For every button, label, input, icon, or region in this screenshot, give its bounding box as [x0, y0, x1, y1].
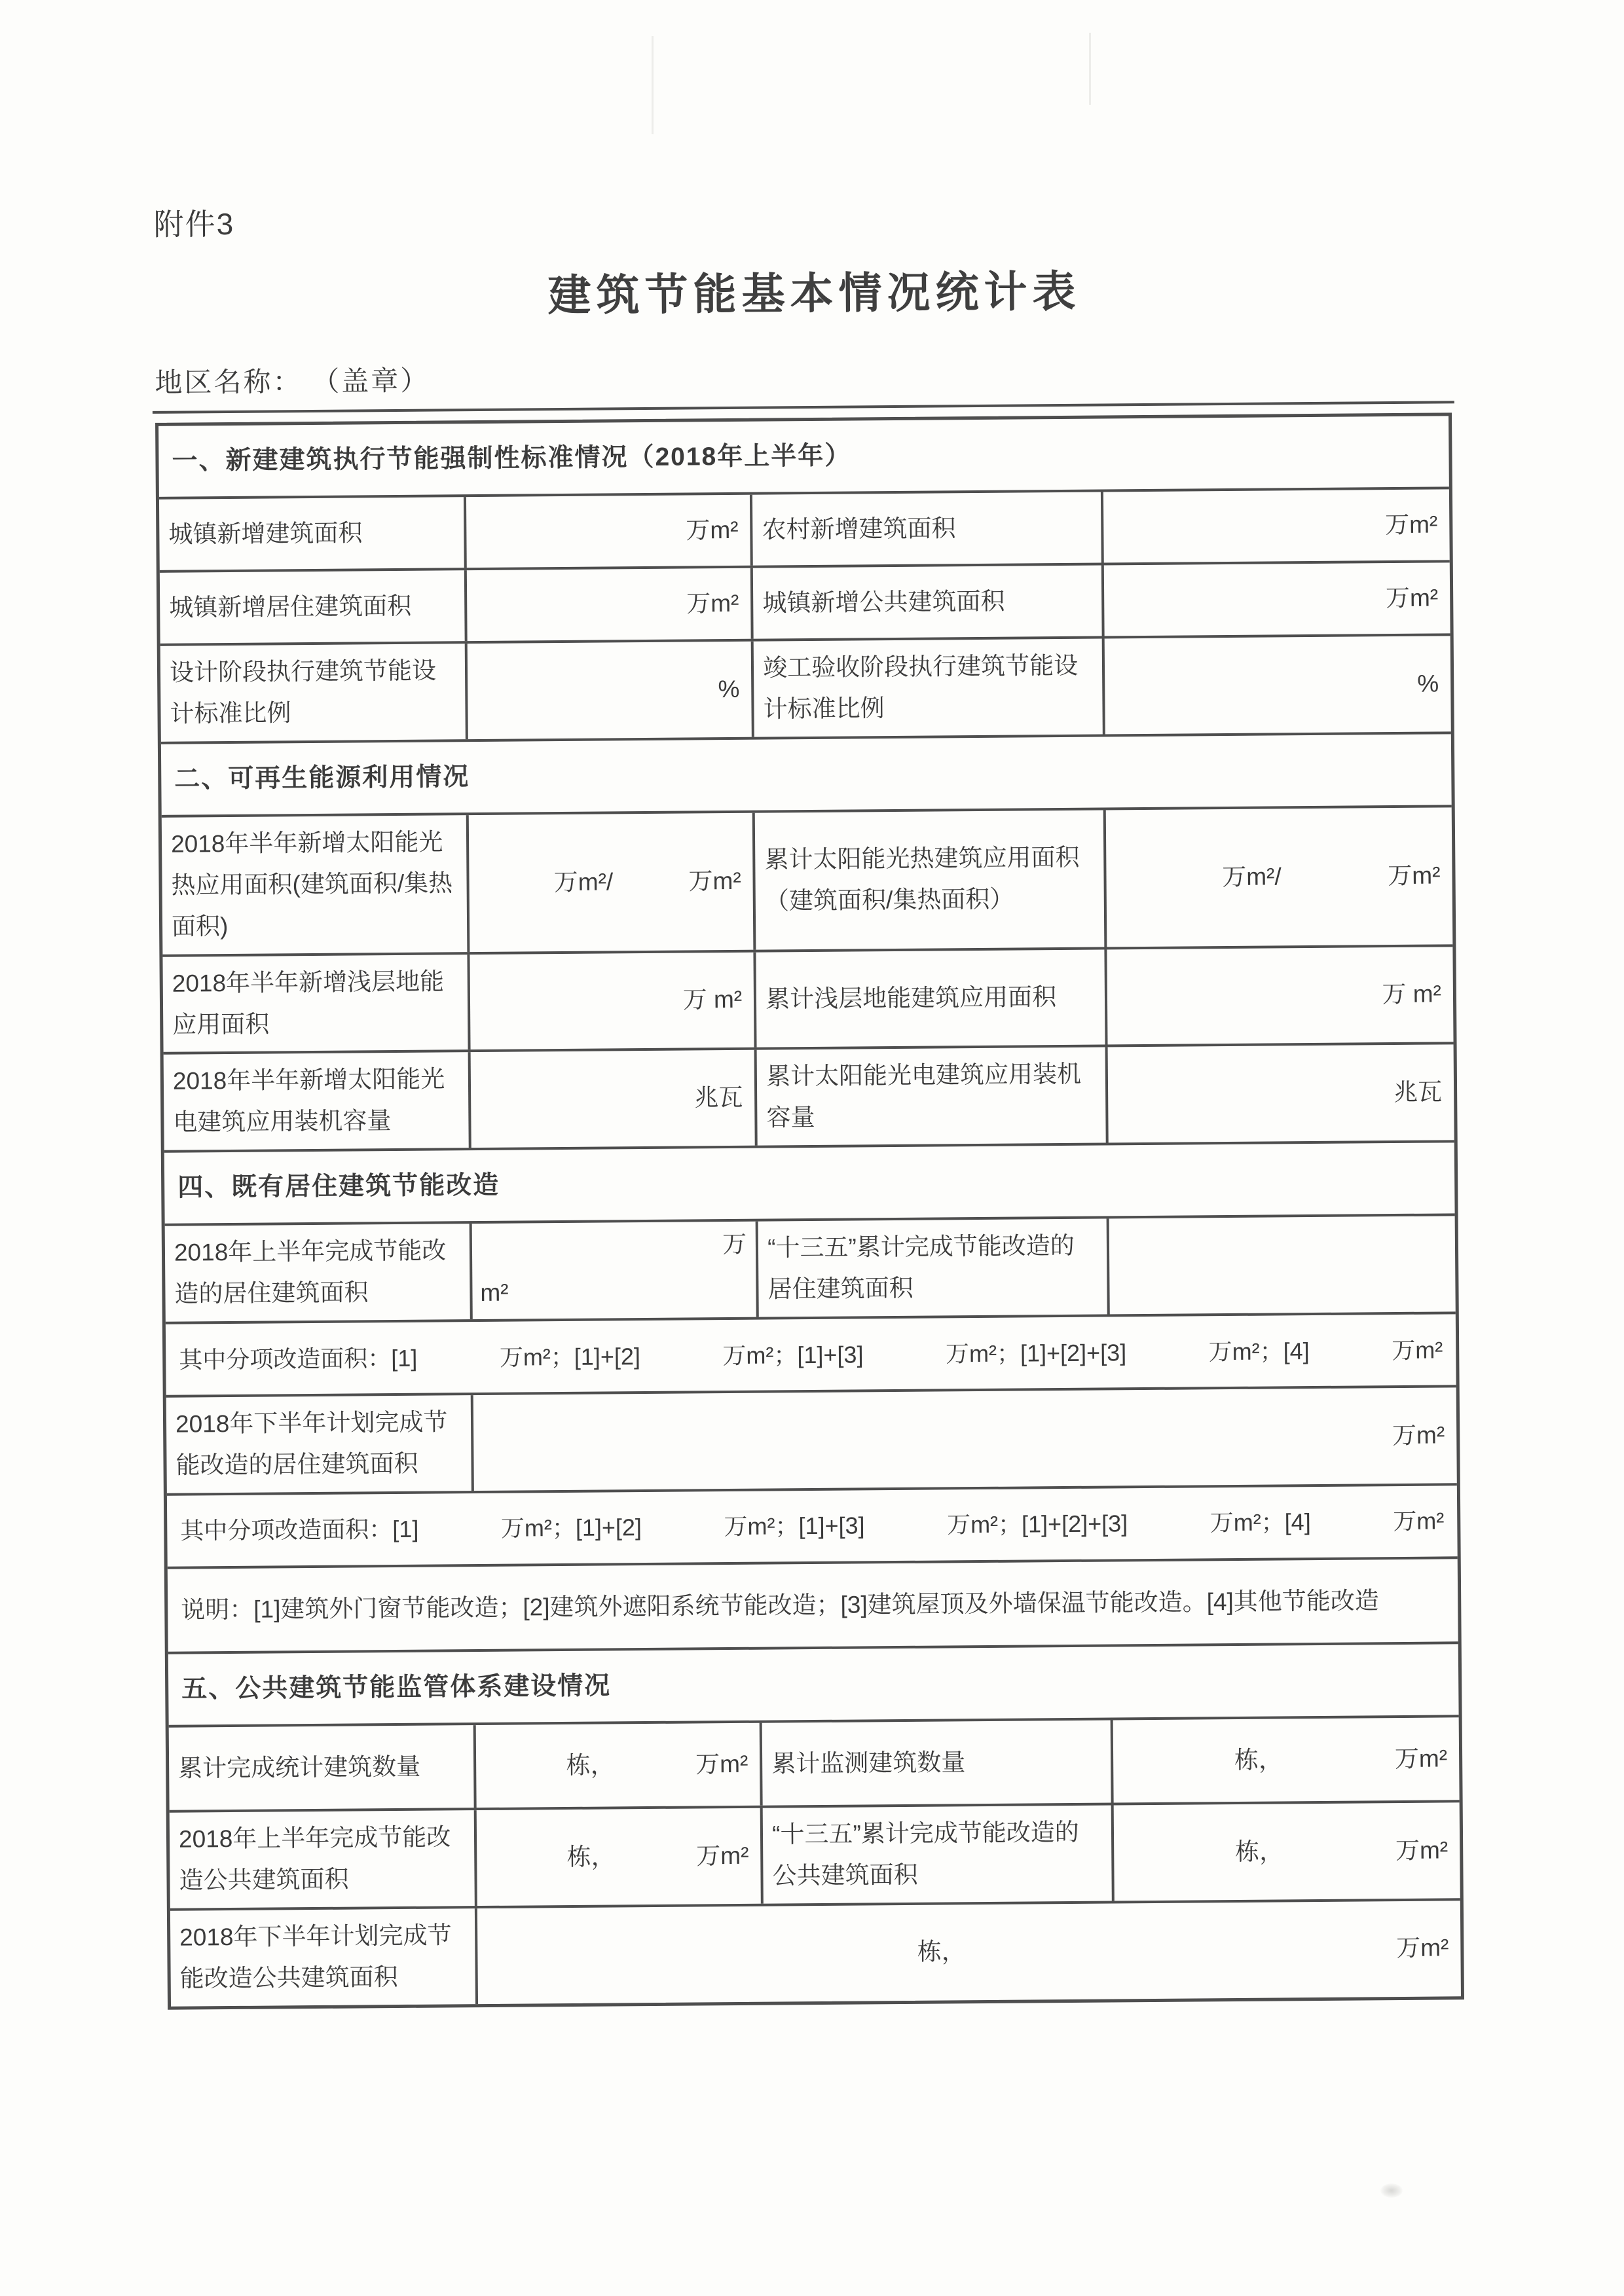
subitem-segment: 万m²；[1]+[2]+[3] [946, 1510, 1128, 1539]
subitem-breakdown-row [167, 1485, 1458, 1566]
subitem-segment: 万m²；[4] [1209, 1508, 1311, 1537]
value-cell [1104, 562, 1450, 636]
row-label [170, 1810, 477, 1908]
row-label [162, 815, 470, 954]
row-label-text: 累计浅层地能建筑应用面积 [766, 983, 1057, 1013]
unit-label: 万 m² [682, 985, 743, 1013]
region-name-label: 地区名称： （盖章） [155, 365, 430, 398]
table-row [164, 1045, 1454, 1153]
page-title: 建筑节能基本情况统计表 [547, 268, 1081, 321]
unit-label: 栋， [1234, 1745, 1283, 1774]
subitem-segment: 万m² [1392, 1336, 1443, 1364]
row-label [755, 810, 1107, 949]
row-label [756, 949, 1108, 1048]
unit-label: 万m² [1395, 1836, 1449, 1864]
value-cell [1113, 1717, 1460, 1802]
row-label [162, 955, 470, 1052]
row-label-text: 设计阶段执行建筑节能设计标准比例 [169, 657, 437, 727]
section-header-2: 二、可再生能源利用情况 [161, 734, 1452, 817]
section-header-4: 四、既有居住建筑节能改造 [164, 1143, 1455, 1226]
row-label [164, 1053, 471, 1150]
row-label [169, 1725, 477, 1810]
value-cell [477, 1808, 764, 1906]
row-label [762, 1720, 1114, 1805]
table-row [170, 1901, 1461, 2006]
row-label-text: “十三五”累计完成节能改造的居住建筑面积 [767, 1232, 1075, 1303]
attachment-label: 附件3 [153, 206, 235, 242]
row-label-text: 2018年上半年完成节能改造的居住建筑面积 [174, 1237, 447, 1307]
value-cell [468, 642, 754, 739]
unit-label: % [1417, 670, 1439, 697]
row-label-text: 2018年半年新增太阳能光电建筑应用装机容量 [172, 1065, 445, 1137]
unit-label: % [718, 675, 740, 702]
subitem-segment: 万m²；[1]+[3] [722, 1341, 864, 1369]
row-label-text: 2018年下半年计划完成节能改造公共建筑面积 [179, 1922, 452, 1992]
row-label [159, 497, 467, 570]
row-label [752, 492, 1104, 566]
unit-label: 万m² [695, 1750, 748, 1778]
value-cell [1103, 489, 1450, 562]
subitem-segment: 万m² [1393, 1507, 1445, 1535]
unit-label: 万m² [1392, 1421, 1445, 1449]
value-cell [1107, 947, 1453, 1045]
subitem-breakdown-row [166, 1315, 1456, 1395]
value-cell [470, 952, 756, 1049]
subitem-segment: 其中分项改造面积：[1] [179, 1344, 418, 1374]
row-label-text: 城镇新增公共建筑面积 [762, 587, 1005, 617]
unit-label: 万m² [688, 867, 741, 895]
unit-label: 万m²/ [1222, 863, 1282, 890]
row-label-text: 2018年上半年完成节能改造公共建筑面积 [178, 1823, 451, 1894]
unit-label: 万m²/ [553, 868, 614, 896]
row-label-text: 累计太阳能光热建筑应用面积（建筑面积/集热面积） [764, 844, 1080, 915]
row-label-text: 2018年半年新增太阳能光热应用面积(建筑面积/集热面积) [170, 828, 453, 940]
row-label [166, 1395, 474, 1493]
unit-label: 栋， [1234, 1837, 1284, 1865]
unit-label: 兆瓦 [1393, 1078, 1443, 1106]
row-label-text: 2018年下半年计划完成节能改造的居住建筑面积 [175, 1408, 448, 1479]
row-label [160, 644, 468, 742]
row-label-text: 累计完成统计建筑数量 [178, 1753, 421, 1782]
subitem-segment: 万m²；[1]+[2] [500, 1514, 642, 1542]
value-cell [470, 1050, 757, 1148]
note-row [168, 1559, 1458, 1651]
table-row [170, 1802, 1460, 1910]
unit-label: m² [480, 1279, 509, 1307]
table-row [167, 1485, 1458, 1569]
region-underline [153, 401, 1454, 414]
row-label [165, 1224, 473, 1322]
unit-label: 万m² [686, 589, 739, 617]
statistics-table [155, 412, 1464, 2009]
value-cell [1108, 1045, 1454, 1143]
value-cell [1114, 1802, 1460, 1901]
table-row [162, 807, 1453, 957]
row-label [170, 1908, 478, 2006]
row-label [757, 1048, 1109, 1146]
unit-label: 栋， [917, 1938, 966, 1966]
unit-label: 万m² [1384, 511, 1438, 538]
row-label-text: 城镇新增居住建筑面积 [169, 592, 412, 621]
row-label-text: “十三五”累计完成节能改造的公共建筑面积 [772, 1818, 1079, 1889]
row-label-text: 累计太阳能光电建筑应用装机容量 [766, 1061, 1082, 1131]
table-row [166, 1315, 1456, 1398]
row-label [763, 1805, 1115, 1903]
note-text: 说明：[1]建筑外门窗节能改造；[2]建筑外遮阳系统节能改造；[3]建筑屋顶及外墙保温节能改造。[4]其他节能改造 [181, 1586, 1379, 1624]
row-label [753, 565, 1105, 638]
unit-label: 万m² [696, 1842, 749, 1870]
section-header-1: 一、新建建筑执行节能强制性标准情况（2018年上半年） [158, 416, 1449, 499]
table-row [169, 1717, 1460, 1812]
row-label [160, 570, 468, 644]
row-label-text: 2018年半年新增浅层地能应用面积 [172, 968, 445, 1038]
table-row [166, 1388, 1457, 1496]
table-row [159, 489, 1450, 572]
row-label [758, 1219, 1110, 1317]
subitem-segment: 万m²；[1]+[2] [499, 1342, 641, 1371]
row-label [754, 638, 1105, 737]
table-row [162, 947, 1453, 1055]
table-row [165, 1216, 1456, 1324]
unit-label: 万m² [1394, 1745, 1448, 1772]
value-cell [1105, 636, 1451, 734]
value-cell [473, 1388, 1457, 1491]
unit-label: 栋， [566, 1842, 616, 1870]
table-row [160, 636, 1451, 744]
row-label-text: 累计监测建筑数量 [771, 1748, 966, 1777]
row-label-text: 竣工验收阶段执行建筑节能设计标准比例 [763, 651, 1079, 723]
value-cell [1109, 1216, 1456, 1315]
value-cell [477, 1901, 1461, 2004]
value-cell [466, 495, 753, 568]
unit-label: 兆瓦 [694, 1084, 743, 1112]
subitem-segment: 其中分项改造面积：[1] [180, 1516, 419, 1545]
unit-label: 万m² [1385, 584, 1439, 611]
table-row [168, 1559, 1458, 1654]
value-cell [469, 813, 756, 952]
value-cell [467, 568, 754, 641]
subitem-segment: 万m²；[4] [1208, 1337, 1310, 1365]
row-label-text: 城镇新增建筑面积 [168, 519, 363, 548]
table-row [160, 562, 1450, 646]
unit-label: 万m² [686, 516, 739, 544]
unit-label: 万 m² [1382, 980, 1442, 1008]
value-cell [472, 1222, 759, 1319]
unit-label: 万m² [1388, 862, 1441, 889]
unit-label: 万 [722, 1231, 747, 1258]
subitem-segment: 万m²；[1]+[2]+[3] [945, 1338, 1127, 1368]
row-label-text: 农村新增建筑面积 [762, 514, 956, 543]
section-header-5: 五、公共建筑节能监管体系建设情况 [168, 1644, 1459, 1727]
subitem-segment: 万m²；[1]+[3] [724, 1512, 865, 1540]
unit-label: 栋， [566, 1751, 615, 1779]
scan-artifact [1380, 2183, 1403, 2198]
value-cell [476, 1723, 763, 1808]
value-cell [1106, 807, 1453, 947]
unit-label: 万m² [1396, 1934, 1449, 1962]
